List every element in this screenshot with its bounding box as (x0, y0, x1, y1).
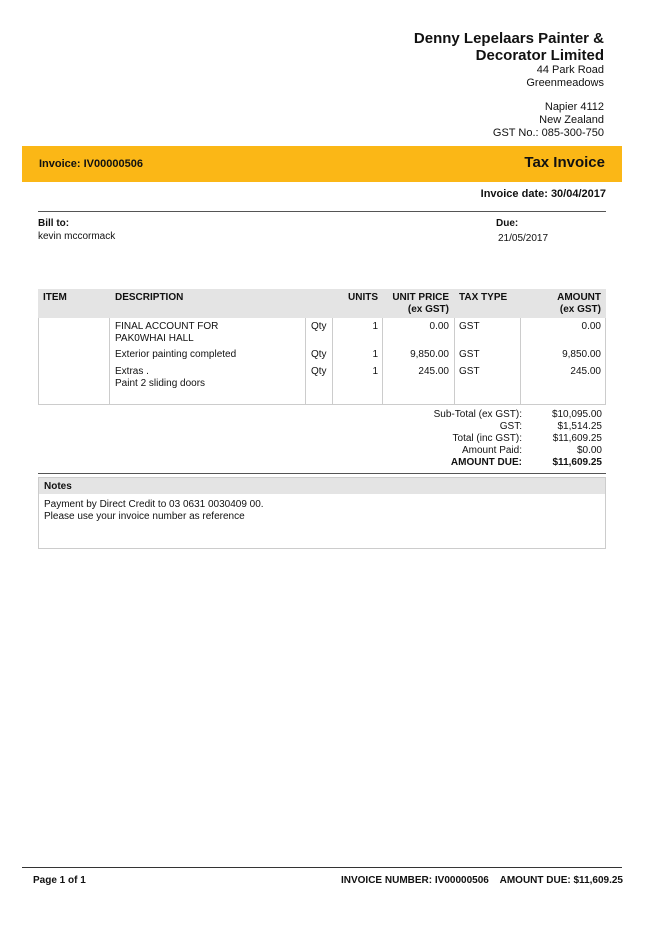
row-1-description: Exterior painting completed (115, 349, 237, 360)
row-0-amount: 0.00 (581, 321, 601, 332)
amount-due-value: $11,609.25 (552, 457, 602, 468)
row-2-description (115, 366, 205, 390)
row-2-amount: 245.00 (570, 366, 601, 377)
invoice-number-label: Invoice: IV00000506 (39, 158, 143, 170)
footer-summary (333, 875, 623, 886)
total-value: $11,609.25 (552, 433, 602, 444)
footer-amount-due: AMOUNT DUE: $11,609.25 (499, 875, 623, 886)
company-country: New Zealand (539, 114, 604, 126)
row-2-tax-type: GST (459, 366, 480, 377)
footer-invoice-number: INVOICE NUMBER: IV00000506 (340, 875, 489, 886)
notes-line2: Please use your invoice number as reference (44, 511, 245, 522)
company-gst: GST No.: 085-300-750 (492, 127, 604, 139)
amount-due-label: AMOUNT DUE: (450, 457, 522, 468)
header-unit-price-line1: UNIT PRICE (392, 292, 449, 303)
row-2-unit-type: Qty (311, 366, 327, 377)
header-unit-price (379, 292, 449, 316)
notes-header: Notes (39, 478, 605, 494)
row-2-desc-line2: Paint 2 sliding doors (115, 378, 206, 389)
header-amount-line2: (ex GST) (559, 304, 601, 315)
table-body (38, 318, 606, 405)
row-0-units: 1 (372, 321, 378, 332)
bill-to-value: kevin mccormack (38, 231, 116, 242)
header-amount (531, 292, 601, 316)
header-units: UNITS (348, 292, 378, 303)
header-description: DESCRIPTION (115, 292, 184, 303)
bill-to-label: Bill to: (38, 218, 70, 229)
due-date: 21/05/2017 (498, 233, 549, 244)
row-0-tax-type: GST (459, 321, 480, 332)
invoice-banner (22, 146, 622, 182)
divider (38, 473, 606, 474)
line-items-table (38, 289, 606, 405)
document-title: Tax Invoice (524, 154, 605, 171)
row-0-description (115, 321, 218, 345)
company-address1: 44 Park Road (536, 64, 604, 76)
row-2-desc-line1: Extras . (115, 366, 149, 377)
notes-line1: Payment by Direct Credit to 03 0631 0030409 00. (44, 499, 264, 510)
company-name-line1: Denny Lepelaars Painter & (413, 30, 604, 47)
row-2-unit-price: 245.00 (418, 366, 449, 377)
divider (38, 211, 606, 212)
row-1-unit-price: 9,850.00 (410, 349, 449, 360)
company-address2: Greenmeadows (526, 77, 604, 89)
totals-values (552, 409, 602, 469)
row-0-desc-line2: PAK0WHAI HALL (115, 333, 194, 344)
row-1-amount: 9,850.00 (562, 349, 601, 360)
row-1-unit-type: Qty (311, 349, 327, 360)
table-header (38, 289, 606, 318)
header-item: ITEM (43, 292, 67, 303)
row-1-units: 1 (372, 349, 378, 360)
paid-value: $0.00 (576, 445, 602, 456)
due-label: Due: (496, 218, 519, 229)
company-name-line2: Decorator Limited (475, 47, 604, 64)
header-unit-price-line2: (ex GST) (407, 304, 449, 315)
gst-value: $1,514.25 (557, 421, 602, 432)
totals-labels (434, 409, 522, 469)
header-tax-type: TAX TYPE (459, 292, 508, 303)
company-details (414, 30, 604, 140)
row-0-desc-line1: FINAL ACCOUNT FOR (115, 321, 219, 332)
row-0-unit-type: Qty (311, 321, 327, 332)
row-1-tax-type: GST (459, 349, 480, 360)
row-2-units: 1 (372, 366, 378, 377)
gst-label: GST: (499, 421, 522, 432)
subtotal-label: Sub-Total (ex GST): (433, 409, 522, 420)
row-0-unit-price: 0.00 (429, 321, 449, 332)
invoice-date: Invoice date: 30/04/2017 (480, 188, 606, 200)
paid-label: Amount Paid: (461, 445, 522, 456)
page-indicator: Page 1 of 1 (33, 875, 86, 886)
footer-divider (22, 867, 622, 868)
subtotal-value: $10,095.00 (551, 409, 602, 420)
total-label: Total (inc GST): (452, 433, 522, 444)
notes-box (38, 477, 606, 549)
header-amount-line1: AMOUNT (557, 292, 601, 303)
company-city: Napier 4112 (544, 101, 604, 113)
